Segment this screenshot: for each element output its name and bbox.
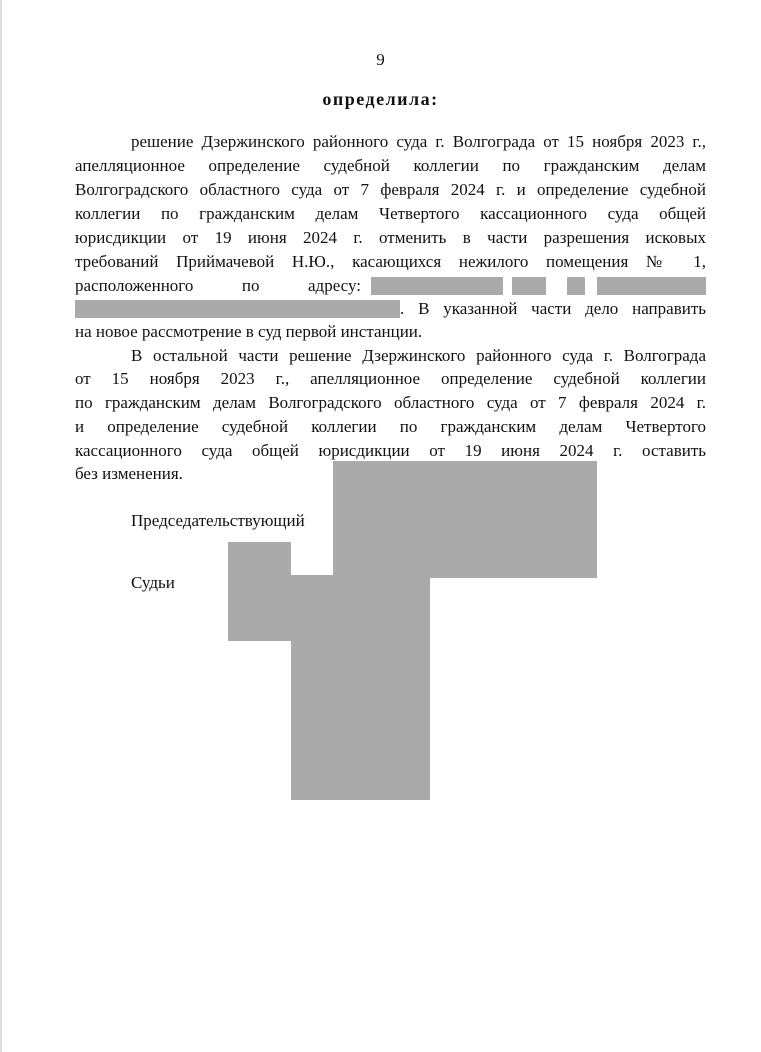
text-line: В остальной части решение Дзержинского районного суда г. Волгограда (131, 346, 706, 365)
text-line: . В указанной части дело направить (400, 299, 706, 318)
address-redaction (567, 277, 585, 295)
text-line: кассационного суда общей юрисдикции от 19 июня 2024 г. оставить (75, 441, 706, 460)
text-line: коллегии по гражданским делам Четвертого кассационного суда общей (75, 204, 706, 223)
text-line: юрисдикции от 19 июня 2024 г. отменить в части разрешения исковых (75, 228, 706, 247)
text-line: Волгоградского областного суда от 7 февраля 2024 г. и определение судебной (75, 180, 706, 199)
text-line: расположенного по адресу: (75, 276, 361, 295)
signature-redaction (228, 542, 291, 641)
text-line: требований Приймачевой Н.Ю., касающихся нежилого помещения № 1, (75, 252, 706, 271)
text-line: без изменения. (75, 464, 183, 483)
signature-redaction (333, 461, 597, 578)
text-line: апелляционное определение судебной коллегии по гражданским делам (75, 156, 706, 175)
address-redaction (597, 277, 706, 295)
address-redaction (75, 300, 400, 318)
text-line: на новое рассмотрение в суд первой инстанции. (75, 322, 423, 341)
ruling-heading: определила: (322, 89, 439, 109)
judges-label: Судьи (131, 573, 175, 592)
presiding-judge-label: Председательствующий (131, 511, 305, 530)
text-line: решение Дзержинского районного суда г. Волгограда от 15 ноября 2023 г., (131, 132, 706, 151)
page-number: 9 (376, 50, 385, 69)
text-line: по гражданским делам Волгоградского областного суда от 7 февраля 2024 г. (75, 393, 706, 412)
scan-edge (0, 0, 2, 1052)
text-line: от 15 ноября 2023 г., апелляционное определение судебной коллегии (75, 369, 706, 388)
signature-redaction (291, 575, 430, 800)
text-line: и определение судебной коллегии по гражданским делам Четвертого (75, 417, 706, 436)
address-redaction (371, 277, 503, 295)
address-redaction (512, 277, 546, 295)
